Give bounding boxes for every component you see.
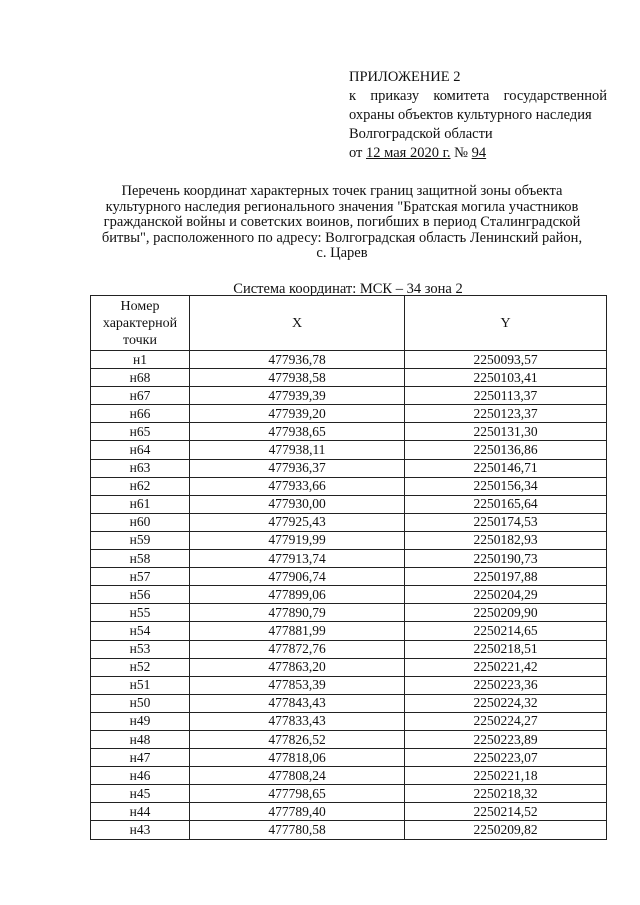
table-row bbox=[91, 622, 607, 640]
cell-y: 2250093,57 bbox=[405, 351, 607, 369]
cell-point: н51 bbox=[91, 676, 190, 694]
table-row bbox=[91, 785, 607, 803]
cell-x: 477939,20 bbox=[190, 405, 405, 423]
cell-point: н43 bbox=[91, 821, 190, 839]
cell-x: 477913,74 bbox=[190, 550, 405, 568]
cell-point: н53 bbox=[91, 640, 190, 658]
cell-x: 477930,00 bbox=[190, 495, 405, 513]
cell-y: 2250218,51 bbox=[405, 640, 607, 658]
cell-point: н68 bbox=[91, 369, 190, 387]
table-row bbox=[91, 369, 607, 387]
cell-x: 477798,65 bbox=[190, 785, 405, 803]
cell-point: н66 bbox=[91, 405, 190, 423]
cell-y: 2250197,88 bbox=[405, 568, 607, 586]
table-row bbox=[91, 730, 607, 748]
document-title bbox=[82, 184, 602, 262]
cell-point: н44 bbox=[91, 803, 190, 821]
cell-x: 477780,58 bbox=[190, 821, 405, 839]
cell-point: н62 bbox=[91, 477, 190, 495]
cell-point: н46 bbox=[91, 767, 190, 785]
table-row bbox=[91, 767, 607, 785]
order-date-line bbox=[349, 144, 607, 163]
cell-y: 2250214,65 bbox=[405, 622, 607, 640]
table-row bbox=[91, 712, 607, 730]
table-row bbox=[91, 441, 607, 459]
table-body bbox=[91, 351, 607, 840]
title-line-2: культурного наследия регионального значения "Братская могила участников bbox=[105, 198, 579, 215]
cell-point: н63 bbox=[91, 459, 190, 477]
cell-point: н56 bbox=[91, 586, 190, 604]
cell-y: 2250221,18 bbox=[405, 767, 607, 785]
order-number: 94 bbox=[471, 145, 487, 161]
table-row bbox=[91, 586, 607, 604]
table-row bbox=[91, 821, 607, 839]
cell-point: н64 bbox=[91, 441, 190, 459]
cell-y: 2250223,89 bbox=[405, 730, 607, 748]
cell-point: н54 bbox=[91, 622, 190, 640]
order-date: 12 мая 2020 г. bbox=[366, 145, 451, 161]
cell-x: 477833,43 bbox=[190, 712, 405, 730]
cell-x: 477919,99 bbox=[190, 531, 405, 549]
cell-x: 477933,66 bbox=[190, 477, 405, 495]
cell-x: 477808,24 bbox=[190, 767, 405, 785]
cell-x: 477925,43 bbox=[190, 513, 405, 531]
table-row bbox=[91, 568, 607, 586]
cell-x: 477938,58 bbox=[190, 369, 405, 387]
table-row bbox=[91, 640, 607, 658]
header-point-line-3: точки bbox=[123, 332, 157, 348]
cell-x: 477789,40 bbox=[190, 803, 405, 821]
cell-y: 2250209,82 bbox=[405, 821, 607, 839]
cell-y: 2250223,07 bbox=[405, 749, 607, 767]
table-row bbox=[91, 694, 607, 712]
cell-y: 2250113,37 bbox=[405, 387, 607, 405]
order-line-2: охраны объектов культурного наследия bbox=[349, 107, 592, 123]
cell-point: н60 bbox=[91, 513, 190, 531]
title-line-3: гражданской войны и советских воинов, погибших в период Сталинградской bbox=[103, 214, 581, 230]
appendix-header bbox=[349, 68, 607, 163]
cell-point: н55 bbox=[91, 604, 190, 622]
cell-point: н50 bbox=[91, 694, 190, 712]
table-row bbox=[91, 749, 607, 767]
table-row bbox=[91, 351, 607, 369]
table-row bbox=[91, 477, 607, 495]
cell-point: н59 bbox=[91, 531, 190, 549]
header-point-number bbox=[91, 296, 190, 351]
title-line-1: Перечень координат характерных точек границ защитной зоны объекта bbox=[121, 183, 563, 199]
cell-x: 477936,78 bbox=[190, 351, 405, 369]
order-line-1: к приказу комитета государственной bbox=[349, 88, 607, 104]
title-line-4: битвы", расположенного по адресу: Волгоградская область Ленинский район, bbox=[101, 229, 583, 246]
table-row bbox=[91, 405, 607, 423]
table-header-row bbox=[91, 296, 607, 351]
cell-x: 477938,65 bbox=[190, 423, 405, 441]
cell-x: 477826,52 bbox=[190, 730, 405, 748]
coordinate-system-label: Система координат: МСК – 34 зона 2 bbox=[233, 281, 463, 297]
table-row bbox=[91, 513, 607, 531]
cell-y: 2250218,32 bbox=[405, 785, 607, 803]
header-point-line-2: характерной bbox=[102, 315, 178, 331]
cell-y: 2250131,30 bbox=[405, 423, 607, 441]
table-row bbox=[91, 803, 607, 821]
order-line-3: Волгоградской области bbox=[349, 126, 493, 142]
cell-y: 2250224,27 bbox=[405, 712, 607, 730]
cell-y: 2250214,52 bbox=[405, 803, 607, 821]
cell-y: 2250146,71 bbox=[405, 459, 607, 477]
cell-y: 2250156,34 bbox=[405, 477, 607, 495]
date-prefix: от bbox=[349, 145, 363, 161]
cell-y: 2250103,41 bbox=[405, 369, 607, 387]
table-row bbox=[91, 658, 607, 676]
table-row bbox=[91, 495, 607, 513]
cell-y: 2250190,73 bbox=[405, 550, 607, 568]
table-row bbox=[91, 676, 607, 694]
cell-x: 477881,99 bbox=[190, 622, 405, 640]
cell-point: н52 bbox=[91, 658, 190, 676]
header-y: Y bbox=[405, 296, 607, 351]
table-row bbox=[91, 423, 607, 441]
cell-y: 2250204,29 bbox=[405, 586, 607, 604]
cell-x: 477939,39 bbox=[190, 387, 405, 405]
cell-y: 2250182,93 bbox=[405, 531, 607, 549]
cell-y: 2250223,36 bbox=[405, 676, 607, 694]
cell-point: н47 bbox=[91, 749, 190, 767]
cell-point: н1 bbox=[91, 351, 190, 369]
cell-point: н67 bbox=[91, 387, 190, 405]
cell-x: 477818,06 bbox=[190, 749, 405, 767]
cell-x: 477906,74 bbox=[190, 568, 405, 586]
cell-y: 2250123,37 bbox=[405, 405, 607, 423]
cell-y: 2250136,86 bbox=[405, 441, 607, 459]
appendix-title: ПРИЛОЖЕНИЕ 2 bbox=[349, 69, 461, 85]
cell-point: н48 bbox=[91, 730, 190, 748]
coordinates-table bbox=[90, 295, 607, 840]
header-point-line-1: Номер bbox=[120, 298, 160, 314]
cell-x: 477843,43 bbox=[190, 694, 405, 712]
cell-point: н61 bbox=[91, 495, 190, 513]
title-line-5: с. Царев bbox=[316, 245, 368, 261]
table-row bbox=[91, 387, 607, 405]
cell-x: 477863,20 bbox=[190, 658, 405, 676]
cell-y: 2250224,32 bbox=[405, 694, 607, 712]
cell-x: 477853,39 bbox=[190, 676, 405, 694]
header-x: X bbox=[190, 296, 405, 351]
cell-y: 2250165,64 bbox=[405, 495, 607, 513]
cell-x: 477938,11 bbox=[190, 441, 405, 459]
table-row bbox=[91, 550, 607, 568]
cell-point: н45 bbox=[91, 785, 190, 803]
table-row bbox=[91, 604, 607, 622]
cell-x: 477890,79 bbox=[190, 604, 405, 622]
cell-y: 2250221,42 bbox=[405, 658, 607, 676]
cell-point: н58 bbox=[91, 550, 190, 568]
number-prefix: № bbox=[454, 145, 468, 161]
cell-point: н65 bbox=[91, 423, 190, 441]
table-row bbox=[91, 531, 607, 549]
cell-x: 477899,06 bbox=[190, 586, 405, 604]
cell-x: 477936,37 bbox=[190, 459, 405, 477]
cell-point: н49 bbox=[91, 712, 190, 730]
table-row bbox=[91, 459, 607, 477]
cell-y: 2250209,90 bbox=[405, 604, 607, 622]
cell-y: 2250174,53 bbox=[405, 513, 607, 531]
cell-point: н57 bbox=[91, 568, 190, 586]
cell-x: 477872,76 bbox=[190, 640, 405, 658]
